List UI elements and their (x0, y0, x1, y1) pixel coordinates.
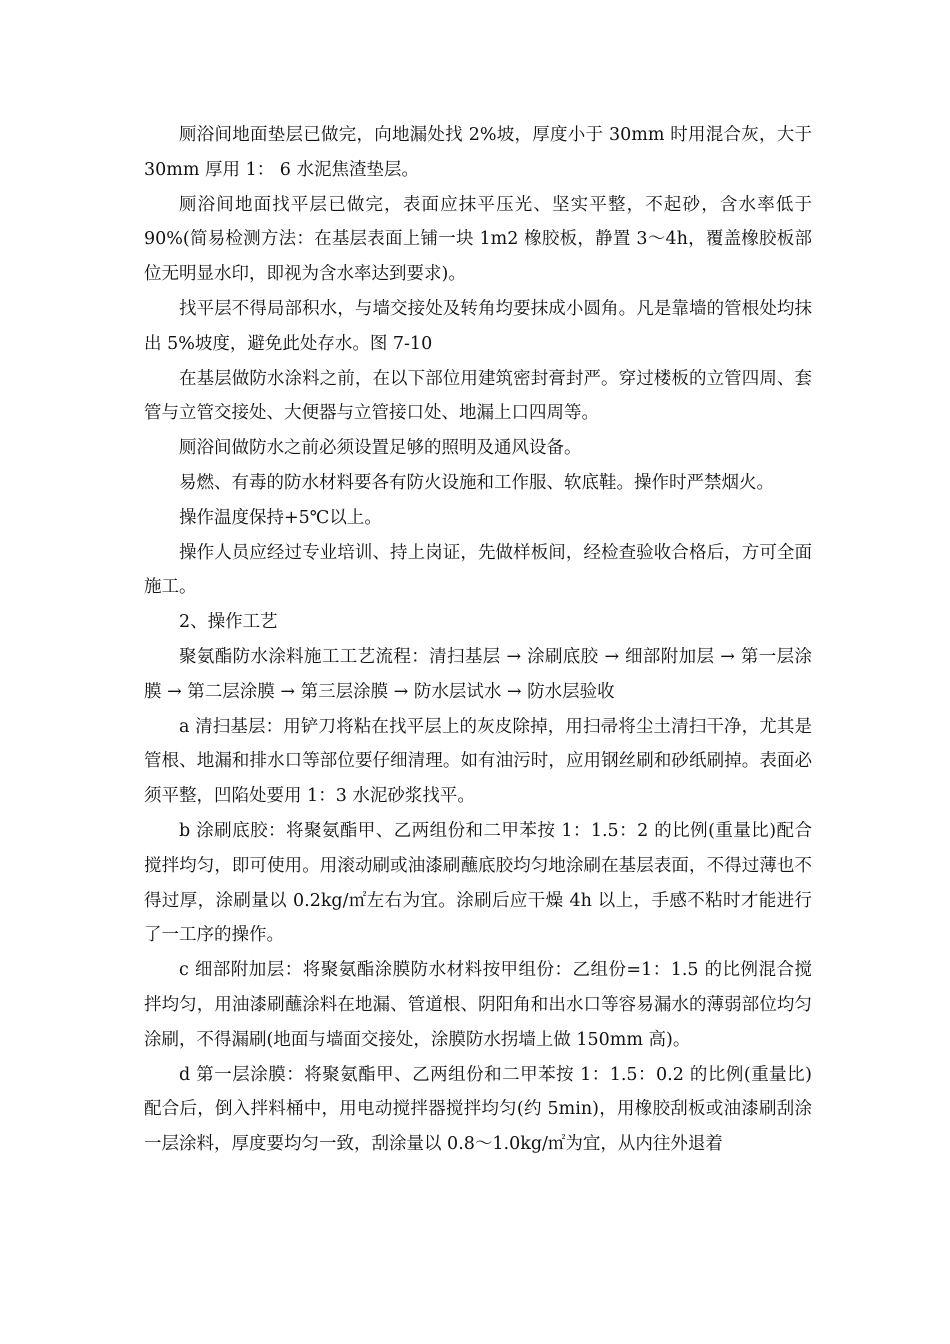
paragraph-lighting: 厕浴间做防水之前必须设置足够的照明及通风设备。 (179, 438, 582, 459)
paragraph-fire-safety: 易燃、有毒的防水材料要各有防火设施和工作服、软底鞋。操作时严禁烟火。 (179, 472, 774, 493)
paragraph-process-flow: 聚氨酯防水涂料施工工艺流程：清扫基层 → 涂刷底胶 → 细部附加层 → 第一层涂膜 → 第二层涂膜 → 第三层涂膜 → 防水层试水 → 防水层验收 (144, 646, 812, 702)
paragraph-step-a: a 清扫基层：用铲刀将粘在找平层上的灰皮除掉，用扫帚将尘土清扫干净，尤其是管根、地漏和排水口等部位要仔细清理。如有油污时，应用钢丝刷和砂纸刷掉。表面必须平整，凹陷处要用 1：3 水泥砂浆找平。 (144, 716, 812, 807)
paragraph-sealant: 在基层做防水涂料之前，在以下部位用建筑密封膏封严。穿过楼板的立管四周、套管与立管交接处、大便器与立管接口处、地漏上口四周等。 (144, 368, 812, 424)
paragraph-step-d: d 第一层涂膜：将聚氨酯甲、乙两组份和二甲苯按 1：1.5：0.2 的比例(重量比)配合后，倒入拌料桶中，用电动搅拌器搅拌均匀(约 5min)，用橡胶刮板或油漆刷刮涂一层涂料，厚度要均匀一致，刮涂量以 0.8～1.0kg/㎡为宜，从内往外退着 (144, 1064, 812, 1155)
paragraph-cushion-layer: 厕浴间地面垫层已做完，向地漏处找 2%坡，厚度小于 30mm 时用混合灰，大于 30mm 厚用 1： 6 水泥焦渣垫层。 (144, 125, 812, 180)
section-heading-operation-process: 2、操作工艺 (179, 612, 278, 633)
paragraph-no-water-pooling: 找平层不得局部积水，与墙交接处及转角均要抹成小圆角。凡是靠墙的管根处均抹出 5%坡度，避免此处存水。图 7-10 (144, 298, 812, 354)
document-body (144, 118, 812, 1162)
paragraph-step-b: b 涂刷底胶：将聚氨酯甲、乙两组份和二甲苯按 1：1.5：2 的比例(重量比)配合搅拌均匀，即可使用。用滚动刷或油漆刷蘸底胶均匀地涂刷在基层表面，不得过薄也不得过厚，涂刷量以 0.2kg/㎡左右为宜。涂刷后应干燥 4h 以上，手感不粘时才能进行了一工序的操作。 (144, 820, 812, 946)
paragraph-step-c: c 细部附加层：将聚氨酯涂膜防水材料按甲组份：乙组份=1：1.5 的比例混合搅拌均匀，用油漆刷蘸涂料在地漏、管道根、阴阳角和出水口等容易漏水的薄弱部位均匀涂刷，不得漏刷(地面与墙面交接处，涂膜防水拐墙上做 150mm 高)。 (144, 960, 812, 1050)
paragraph-personnel: 操作人员应经过专业培训、持上岗证，先做样板间，经检查验收合格后，方可全面施工。 (144, 542, 812, 598)
paragraph-leveling-layer: 厕浴间地面找平层已做完，表面应抹平压光、坚实平整，不起砂，含水率低于 90%(简易检测方法：在基层表面上铺一块 1m2 橡胶板，静置 3～4h，覆盖橡胶板部位无明显水印，即视为含水率达到要求)。 (144, 194, 812, 285)
paragraph-temperature: 操作温度保持+5℃以上。 (179, 507, 382, 528)
